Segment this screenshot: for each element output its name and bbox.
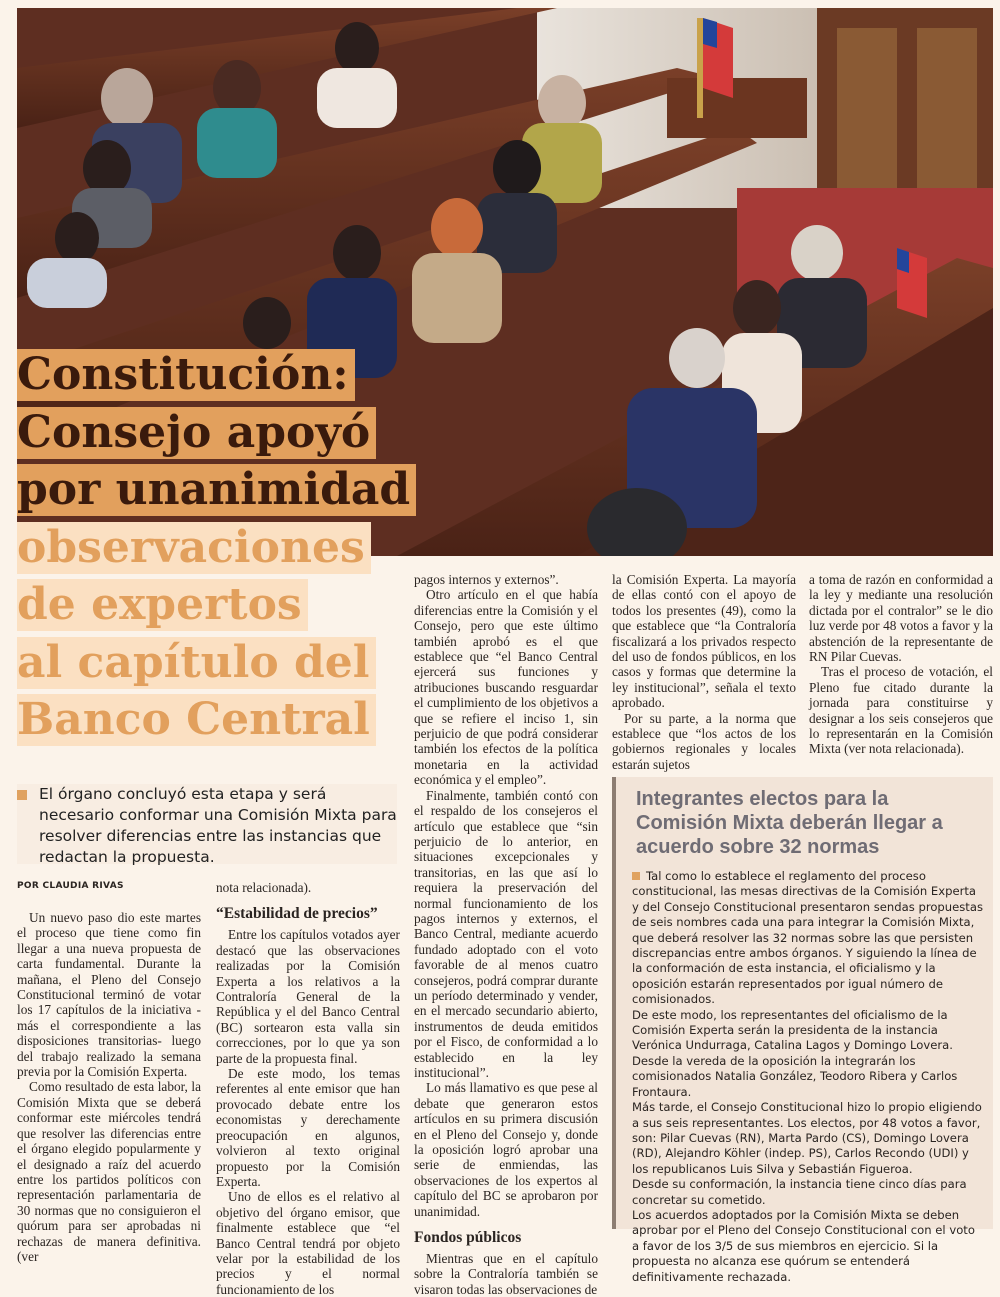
byline: POR CLAUDIA RIVAS <box>17 881 124 891</box>
paragraph-text: Tal como lo establece el reglamento del proceso constitucional, las mesas directivas de la Comisión Experta y del Consejo Constitucional presentaron sendas propuestas de seis nombres cada una para integrar la Comisión Mixta, que deberá resolver las 32 normas sobre las que persisten discrepancias entre ambos órganos. Y siguiendo la línea de la conformación de esta instancia, el oficialismo y la oposición estarán representados por igual número de comisionados. <box>632 869 983 1007</box>
square-bullet-icon <box>632 872 640 880</box>
paragraph: pagos internos y externos”. <box>414 572 559 587</box>
paragraph: la Comisión Experta. La mayoría de ellas contó con el apoyo de todos los presentes (49), como la que establece que “la Contraloría fiscalizará a los privados respecto del uso de fondos públicos, en los casos y formas que determine la ley institucional”, señala el texto aprobado. <box>612 572 796 711</box>
paragraph: Entre los capítulos votados ayer destacó que las observaciones realizadas por la Comisión Experta a los relativos a la Contraloría General de la República y el del Banco Central (BC) sortearon esta valla sin correcciones, por lo que ya son parte de la propuesta final. <box>216 927 400 1066</box>
article-column-1 <box>17 910 201 1264</box>
article-column-3 <box>414 572 598 1297</box>
headline-line: Consejo apoyó <box>17 407 376 459</box>
paragraph: De este modo, los temas referentes al ente emisor que han provocado debate entre los economistas y derechamente preocupación en algunos, volvieron al texto original propuesto por la Comisión Experta. <box>216 1066 400 1189</box>
headline-line: Banco Central <box>17 694 376 746</box>
paragraph: Otro artículo en el que había diferencias entre la Comisión y el Consejo, pero que este último también aprobó es el que establece que “el Banco Central ejercerá sus funciones y atribuciones buscando resguardar el cumplimiento de los objetivos a que se refiere el inciso 1, sin perjuicio de que podrá considerar también los efectos de la política monetaria en la actividad económica y el empleo”. <box>414 587 598 788</box>
paragraph: Desde su conformación, la instancia tiene cinco días para concretar su cometido. <box>632 1177 967 1207</box>
related-note-body <box>632 869 983 1285</box>
paragraph: De este modo, los representantes del oficialismo de la Comisión Experta serán la presidenta de la instancia Verónica Undurraga, Catalina Lagos y Domingo Lovera. <box>632 1007 953 1053</box>
paragraph: nota relacionada). <box>216 880 312 895</box>
headline-line: de expertos <box>17 579 308 631</box>
paragraph: Lo más llamativo es que pese al debate que generaron estos artículos en su primera discusión en el Pleno del Consejo y, donde la oposición logró aprobar una serie de enmiendas, las observaciones de los expertos al capítulo del BC se aprobaron por unanimidad. <box>414 1080 598 1219</box>
paragraph: Los acuerdos adoptados por la Comisión Mixta se deben aprobar por el Pleno del Consejo Constitucional con el voto a favor de los 3/5 de sus miembros en ejercicio. Si la propuesta no alcanza ese quórum se entenderá definitivamente rechazada. <box>632 1207 975 1284</box>
related-note-box <box>612 777 993 1284</box>
paragraph: Desde la vereda de la oposición la integrarán los comisionados Natalia González, Teodoro Ribera y Carlos Frontaura. <box>632 1053 958 1099</box>
lead-text: El órgano concluyó esta etapa y será necesario conformar una Comisión Mixta para resolver diferencias entre las instancias que redactan la propuesta. <box>39 785 397 866</box>
paragraph: a toma de razón en conformidad a la ley y mediante una resolución dictada por el contralor” se le dio luz verde por 48 votos a favor y la abstención de la representante de RN Pilar Cuevas. <box>809 572 993 665</box>
paragraph: Tras el proceso de votación, el Pleno fue citado durante la jornada para constituirse y designar a los seis consejeros que lo representarán en la Comisión Mixta (ver nota relacionada). <box>809 664 993 757</box>
headline-line: al capítulo del <box>17 637 376 689</box>
paragraph: Uno de ellos es el relativo al objetivo del órgano emisor, que finalmente establece que “el Banco Central tendrá por objeto velar por la estabilidad de los precios y el normal funcionamiento de los <box>216 1189 400 1297</box>
article-column-5 <box>809 572 993 757</box>
subheading: “Estabilidad de precios” <box>216 905 378 923</box>
paragraph <box>632 869 983 1008</box>
paragraph: Finalmente, también contó con el respaldo de los consejeros el artículo que establece que “sin perjuicio de lo anterior, en situaciones excepcionales y transitorias, en las que así lo requiera la preservación del normal funcionamiento de los pagos internos y externos, el Banco Central, mediante acuerdo fundado adoptado con el voto favorable de al menos cuatro consejeros, podrá comprar durante un período determinado y vender, en el mercado secundario abierto, instrumentos de deuda emitidos por el Fisco, de conformidad a lo establecido en la ley institucional”. <box>414 787 598 1080</box>
headline-line: Constitución: <box>17 349 355 401</box>
headline <box>17 346 417 749</box>
headline-line: por unanimidad <box>17 464 416 516</box>
square-bullet-icon <box>17 790 27 800</box>
headline-line: observaciones <box>17 522 371 574</box>
subheading: Fondos públicos <box>414 1229 522 1247</box>
related-note-title: Integrantes electos para la Comisión Mixta deberán llegar a acuerdo sobre 32 normas <box>636 788 943 858</box>
lead-summary <box>17 784 397 864</box>
paragraph: Un nuevo paso dio este martes el proceso que tiene como fin llegar a una nueva propuesta de carta fundamental. Durante la mañana, el Pleno del Consejo Constitucional terminó de votar los 17 capítulos de la iniciativa -más el correspondiente a las disposiciones transitorias- luego del trabajo realizado la semana previa por la Comisión Experta. <box>17 910 201 1080</box>
article-column-4 <box>612 572 796 772</box>
paragraph: Como resultado de esta labor, la Comisión Mixta que se deberá conformar este miércoles tendrá que resolver las diferencias entre el órgano elegido popularmente y el designado a raíz del acuerdo entre los partidos políticos con representación parlamentaria de 30 normas que no consiguieron el quórum para ser aprobadas ni rechazas de manera definitiva. (ver <box>17 1079 201 1264</box>
paragraph: Mientras que en el capítulo sobre la Contraloría también se visaron todas las observaciones de <box>414 1251 598 1297</box>
paragraph: Más tarde, el Consejo Constitucional hizo lo propio eligiendo a sus seis representantes. Los electos, por 48 votos a favor, son: Pilar Cuevas (RN), Marta Pardo (CS), Domingo Lovera (RD), Alejandro Köhler (indep. PS), Carlos Recondo (UDI) y los republicanos Luis Silva y Sebastián Figueroa. <box>632 1100 982 1176</box>
paragraph: Por su parte, a la norma que establece que “los actos de los gobiernos regionales y locales estarán sujetos <box>612 710 796 772</box>
article-column-2 <box>216 880 400 1297</box>
